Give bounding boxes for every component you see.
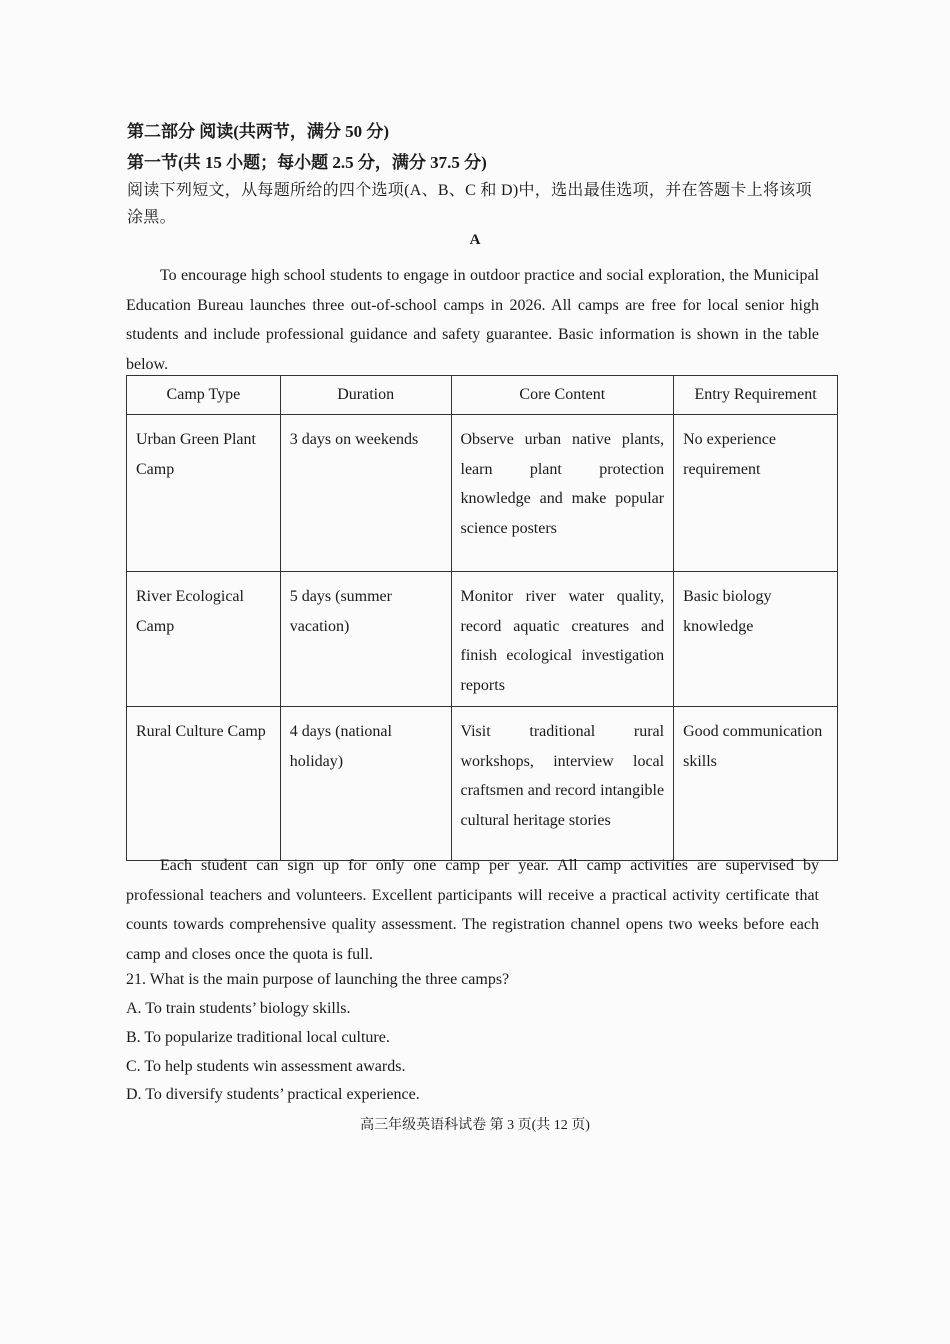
- table-header-cell: Core Content: [451, 376, 674, 415]
- instructions: 阅读下列短文，从每题所给的四个选项(A、B、C 和 D)中，选出最佳选项，并在答题卡上将该项涂黑。: [127, 182, 812, 226]
- duration-cell: 5 days (summer vacation): [280, 572, 451, 707]
- passage-paragraph-2: Each student can sign up for only one camp per year. All camp activities are supervised by professional teachers and volunteers. Excellent participants will receive a practical activity certificate that counts towards comprehensive quality assessment. The registration channel opens two weeks before each camp and closes once the quota is full.: [126, 857, 819, 963]
- camp-type-cell: River Ecological Camp: [127, 572, 281, 707]
- table-header-cell: Duration: [280, 376, 451, 415]
- option-b: B. To popularize traditional local culture.: [126, 1029, 390, 1046]
- table-header-row: [127, 376, 838, 415]
- entry-requirement-cell: No experience requirement: [674, 415, 838, 572]
- duration-cell: 4 days (national holiday): [280, 707, 451, 861]
- entry-requirement-cell: Good communication skills: [674, 707, 838, 861]
- passage-letter: A: [469, 232, 481, 248]
- table-row: [127, 572, 838, 707]
- option-d: D. To diversify students’ practical experience.: [126, 1086, 420, 1103]
- option-a: A. To train students’ biology skills.: [126, 1000, 351, 1017]
- camp-table: [126, 375, 838, 861]
- passage-paragraph-1: To encourage high school students to engage in outdoor practice and social exploration, the Municipal Education Bureau launches three out-of-school camps in 2026. All camps are free for local senior high students and include professional guidance and safety guarantee. Basic information is shown in the table below.: [126, 267, 819, 373]
- entry-requirement-cell: Basic biology knowledge: [674, 572, 838, 707]
- subsection-title: 第一节(共 15 小题；每小题 2.5 分，满分 37.5 分): [127, 153, 487, 172]
- part-title: 第二部分 阅读(共两节，满分 50 分): [127, 122, 390, 141]
- core-content-cell: Visit traditional rural workshops, interview local craftsmen and record intangible cultural heritage stories: [451, 707, 674, 861]
- core-content-cell: Monitor river water quality, record aquatic creatures and finish ecological investigation reports: [451, 572, 674, 707]
- table-header-cell: Entry Requirement: [674, 376, 838, 415]
- option-c: C. To help students win assessment awards.: [126, 1058, 406, 1075]
- table-row: [127, 707, 838, 861]
- page-footer: 高三年级英语科试卷 第 3 页(共 12 页): [360, 1118, 590, 1133]
- question-stem: 21. What is the main purpose of launching the three camps?: [126, 971, 510, 988]
- duration-cell: 3 days on weekends: [280, 415, 451, 572]
- table-row: [127, 415, 838, 572]
- camp-type-cell: Urban Green Plant Camp: [127, 415, 281, 572]
- core-content-cell: Observe urban native plants, learn plant protection knowledge and make popular science posters: [451, 415, 674, 572]
- camp-type-cell: Rural Culture Camp: [127, 707, 281, 861]
- table-header-cell: Camp Type: [127, 376, 281, 415]
